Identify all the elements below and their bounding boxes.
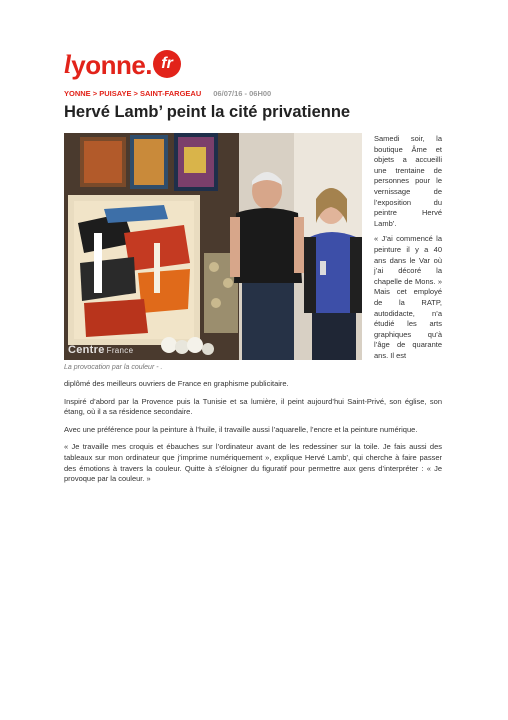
publish-date: 06/07/16 - 06H00 — [213, 89, 272, 98]
logo-prefix: l — [64, 50, 72, 79]
article-title: Hervé Lamb’ peint la cité privatienne — [64, 103, 351, 121]
site-logo[interactable] — [64, 46, 181, 80]
photo-watermark — [68, 344, 133, 356]
photo-caption: La provocation par la couleur - . — [64, 364, 163, 371]
body-paragraph: « Je travaille mes croquis et ébauches sur l’ordinateur avant de les redessiner sur la toile. Je fais aussi des tableaux sur mon ordinateur que j’imprime numériquement », explique Hervé Lamb’, qui cherche à faire passer des émotions à travers la couleur. Quitte à s’éloigner du figuratif pour permettre aux gens d’interpréter : « Je provoque par la couleur. » — [64, 442, 442, 484]
body-paragraph: diplômé des meilleurs ouvriers de France en graphisme publicitaire. — [64, 379, 289, 388]
logo-main: yonne. — [71, 50, 153, 80]
side-paragraph: « J’ai commencé la peinture il y a 40 ans dans le Var où j’ai décoré la chapelle de Mons. » Mais cet employé de la RATP, autodidacte, n’a étudié les arts graphiques qu’à l’âge de quarante ans. Il est — [374, 234, 442, 360]
body-paragraph: Inspiré d’abord par la Provence puis la Tunisie et sa lumière, il peint aujourd’hui Saint-Privé, son église, son étang, où il a sa résidence secondaire. — [64, 396, 442, 417]
article-body — [64, 379, 442, 492]
breadcrumb — [64, 89, 271, 98]
body-paragraph: Avec une préférence pour la peinture à l’huile, il travaille aussi l’aquarelle, l’encre et la peinture numérique. — [64, 424, 418, 434]
watermark-small: France — [106, 346, 134, 355]
logo-badge: fr — [153, 50, 181, 78]
breadcrumb-path[interactable]: YONNE > PUISAYE > SAINT-FARGEAU — [64, 89, 202, 98]
article-photo — [64, 133, 362, 360]
side-column — [374, 134, 442, 366]
watermark-main: Centre — [68, 344, 105, 356]
photo-illustration — [64, 133, 362, 360]
side-paragraph: Samedi soir, la boutique Âme et objets a accueilli une trentaine de personnes pour le vernissage de l’exposition du peintre Hervé Lamb’. — [374, 134, 442, 228]
